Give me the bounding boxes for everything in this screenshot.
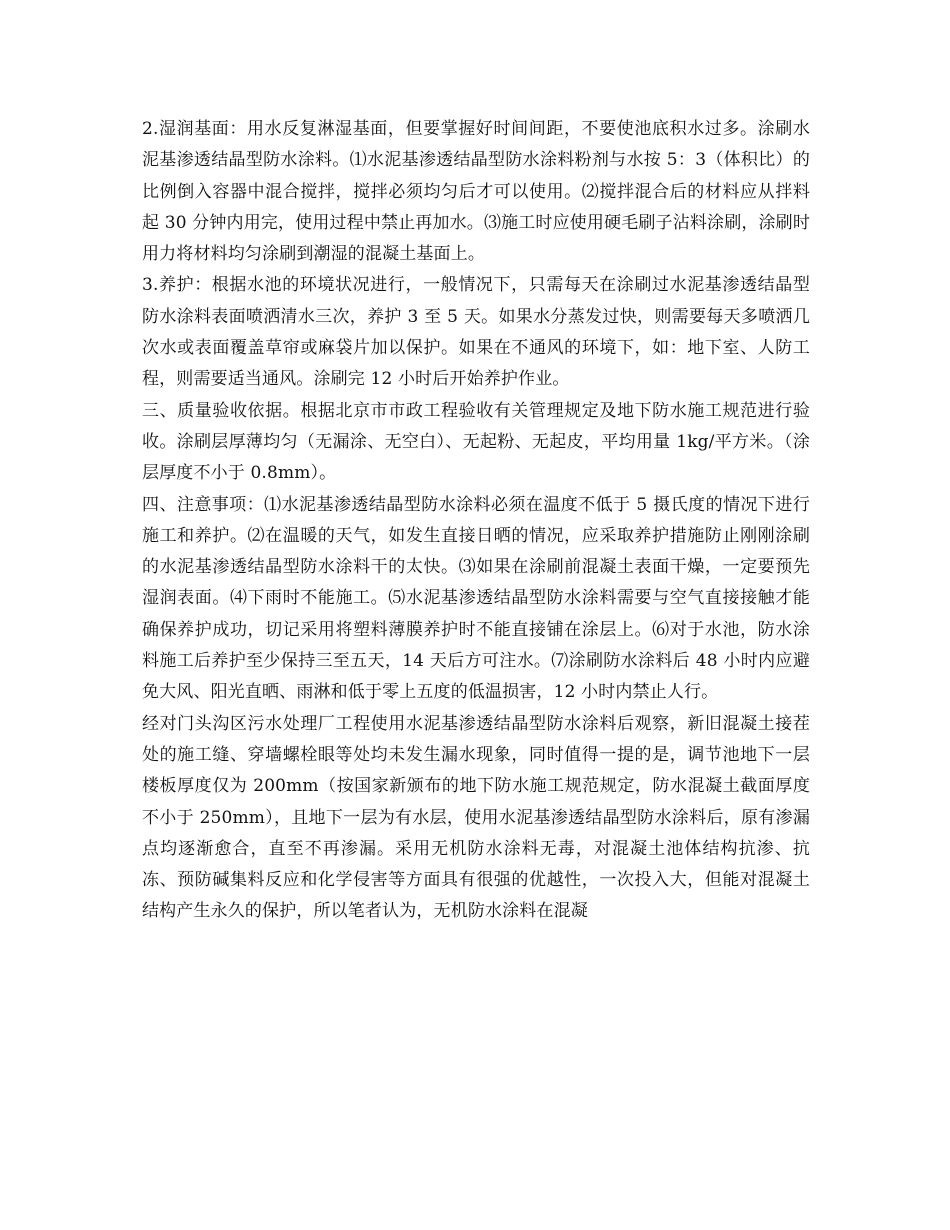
paragraph-curing: 3.养护：根据水池的环境状况进行，一般情况下，只需每天在涂刷过水泥基渗透结晶型防水涂料表面喷洒清水三次，养护 3 至 5 天。如果水分蒸发过快，则需要每天多喷洒几次水或表面覆盖草帘或麻袋片加以保护。如果在不通风的环境下，如：地下室、人防工程，则需要适当通风。涂刷完 12 小时后开始养护作业。 [142,275,810,390]
document-body [142,114,810,928]
paragraph-precautions: 四、注意事项：⑴水泥基渗透结晶型防水涂料必须在温度不低于 5 摄氏度的情况下进行施工和养护。⑵在温暖的天气，如发生直接日晒的情况，应采取养护措施防止刚刚涂刷的水泥基渗透结晶型防水涂料干的太快。⑶如果在涂刷前混凝土表面干燥，一定要预先湿润表面。⑷下雨时不能施工。⑸水泥基渗透结晶型防水涂料需要与空气直接接触才能确保养护成功，切记采用将塑料薄膜养护时不能直接铺在涂层上。⑹对于水池，防水涂料施工后养护至少保持三至五天，14 天后方可注水。⑺涂刷防水涂料后 48 小时内应避免大风、阳光直晒、雨淋和低于零上五度的低温损害，12 小时内禁止人行。 [142,494,810,703]
paragraph-project-observation: 经对门头沟区污水处理厂工程使用水泥基渗透结晶型防水涂料后观察，新旧混凝土接茬处的施工缝、穿墙螺栓眼等处均未发生漏水现象，同时值得一提的是，调节池地下一层楼板厚度仅为 200mm（按国家新颁布的地下防水施工规范规定，防水混凝土截面厚度不小于 250mm），且地下一层为有水层，使用水泥基渗透结晶型防水涂料后，原有渗漏点均逐渐愈合，直至不再渗漏。采用无机防水涂料无毒，对混凝土池体结构抗渗、抗冻、预防碱集料反应和化学侵害等方面具有很强的优越性，一次投入大，但能对混凝土结构产生永久的保护，所以笔者认为，无机防水涂料在混凝 [142,713,810,922]
paragraph-wetting-base: 2.湿润基面：用水反复淋湿基面，但要掌握好时间间距，不要使池底积水过多。涂刷水泥基渗透结晶型防水涂料。⑴水泥基渗透结晶型防水涂料粉剂与水按 5：3（体积比）的比例倒入容器中混合搅拌，搅拌必须均匀后才可以使用。⑵搅拌混合后的材料应从拌料起 30 分钟内用完，使用过程中禁止再加水。⑶施工时应使用硬毛刷子沾料涂刷，涂刷时用力将材料均匀涂刷到潮湿的混凝土基面上。 [142,119,810,265]
paragraph-quality-acceptance: 三、质量验收依据。根据北京市市政工程验收有关管理规定及地下防水施工规范进行验收。涂刷层厚薄均匀（无漏涂、无空白）、无起粉、无起皮，平均用量 1kg/平方米。（涂层厚度不小于 0.8mm）。 [142,400,810,484]
